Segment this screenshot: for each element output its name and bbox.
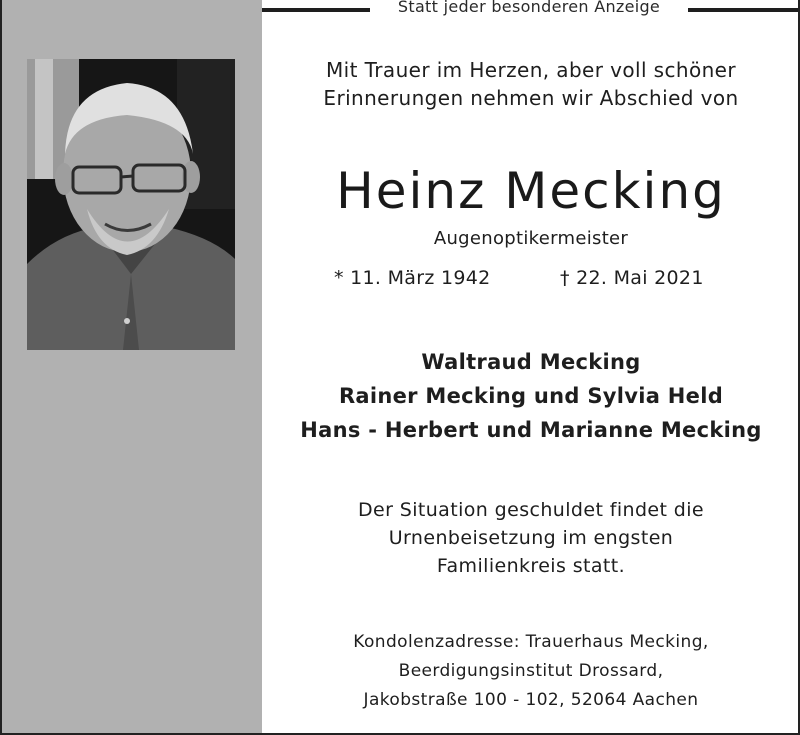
address-line-3: Jakobstraße 100 - 102, 52064 Aachen bbox=[363, 690, 699, 710]
header-note: Statt jeder besonderen Anzeige bbox=[397, 0, 661, 16]
intro-line-1: Mit Trauer im Herzen, aber voll schöner bbox=[326, 58, 736, 82]
note-line-2: Urnenbeisetzung im engsten bbox=[388, 527, 674, 549]
mourner-name: Hans - Herbert und Marianne Mecking bbox=[300, 418, 762, 442]
deceased-name: Heinz Mecking bbox=[336, 162, 726, 220]
address-line-1: Kondolenzadresse: Trauerhaus Mecking, bbox=[353, 632, 709, 652]
mourner-name: Waltraud Mecking bbox=[421, 350, 641, 374]
birth-date: * 11. März 1942 bbox=[334, 267, 491, 289]
note-line-1: Der Situation geschuldet findet die bbox=[357, 499, 705, 521]
mourner-name: Rainer Mecking und Sylvia Held bbox=[338, 384, 724, 408]
address-line-2: Beerdigungsinstitut Drossard, bbox=[398, 661, 664, 681]
death-date: † 22. Mai 2021 bbox=[560, 267, 704, 289]
intro-line-2: Erinnerungen nehmen wir Abschied von bbox=[323, 86, 739, 110]
note-line-3: Familienkreis statt. bbox=[436, 555, 626, 577]
deceased-profession: Augenoptikermeister bbox=[433, 228, 629, 249]
